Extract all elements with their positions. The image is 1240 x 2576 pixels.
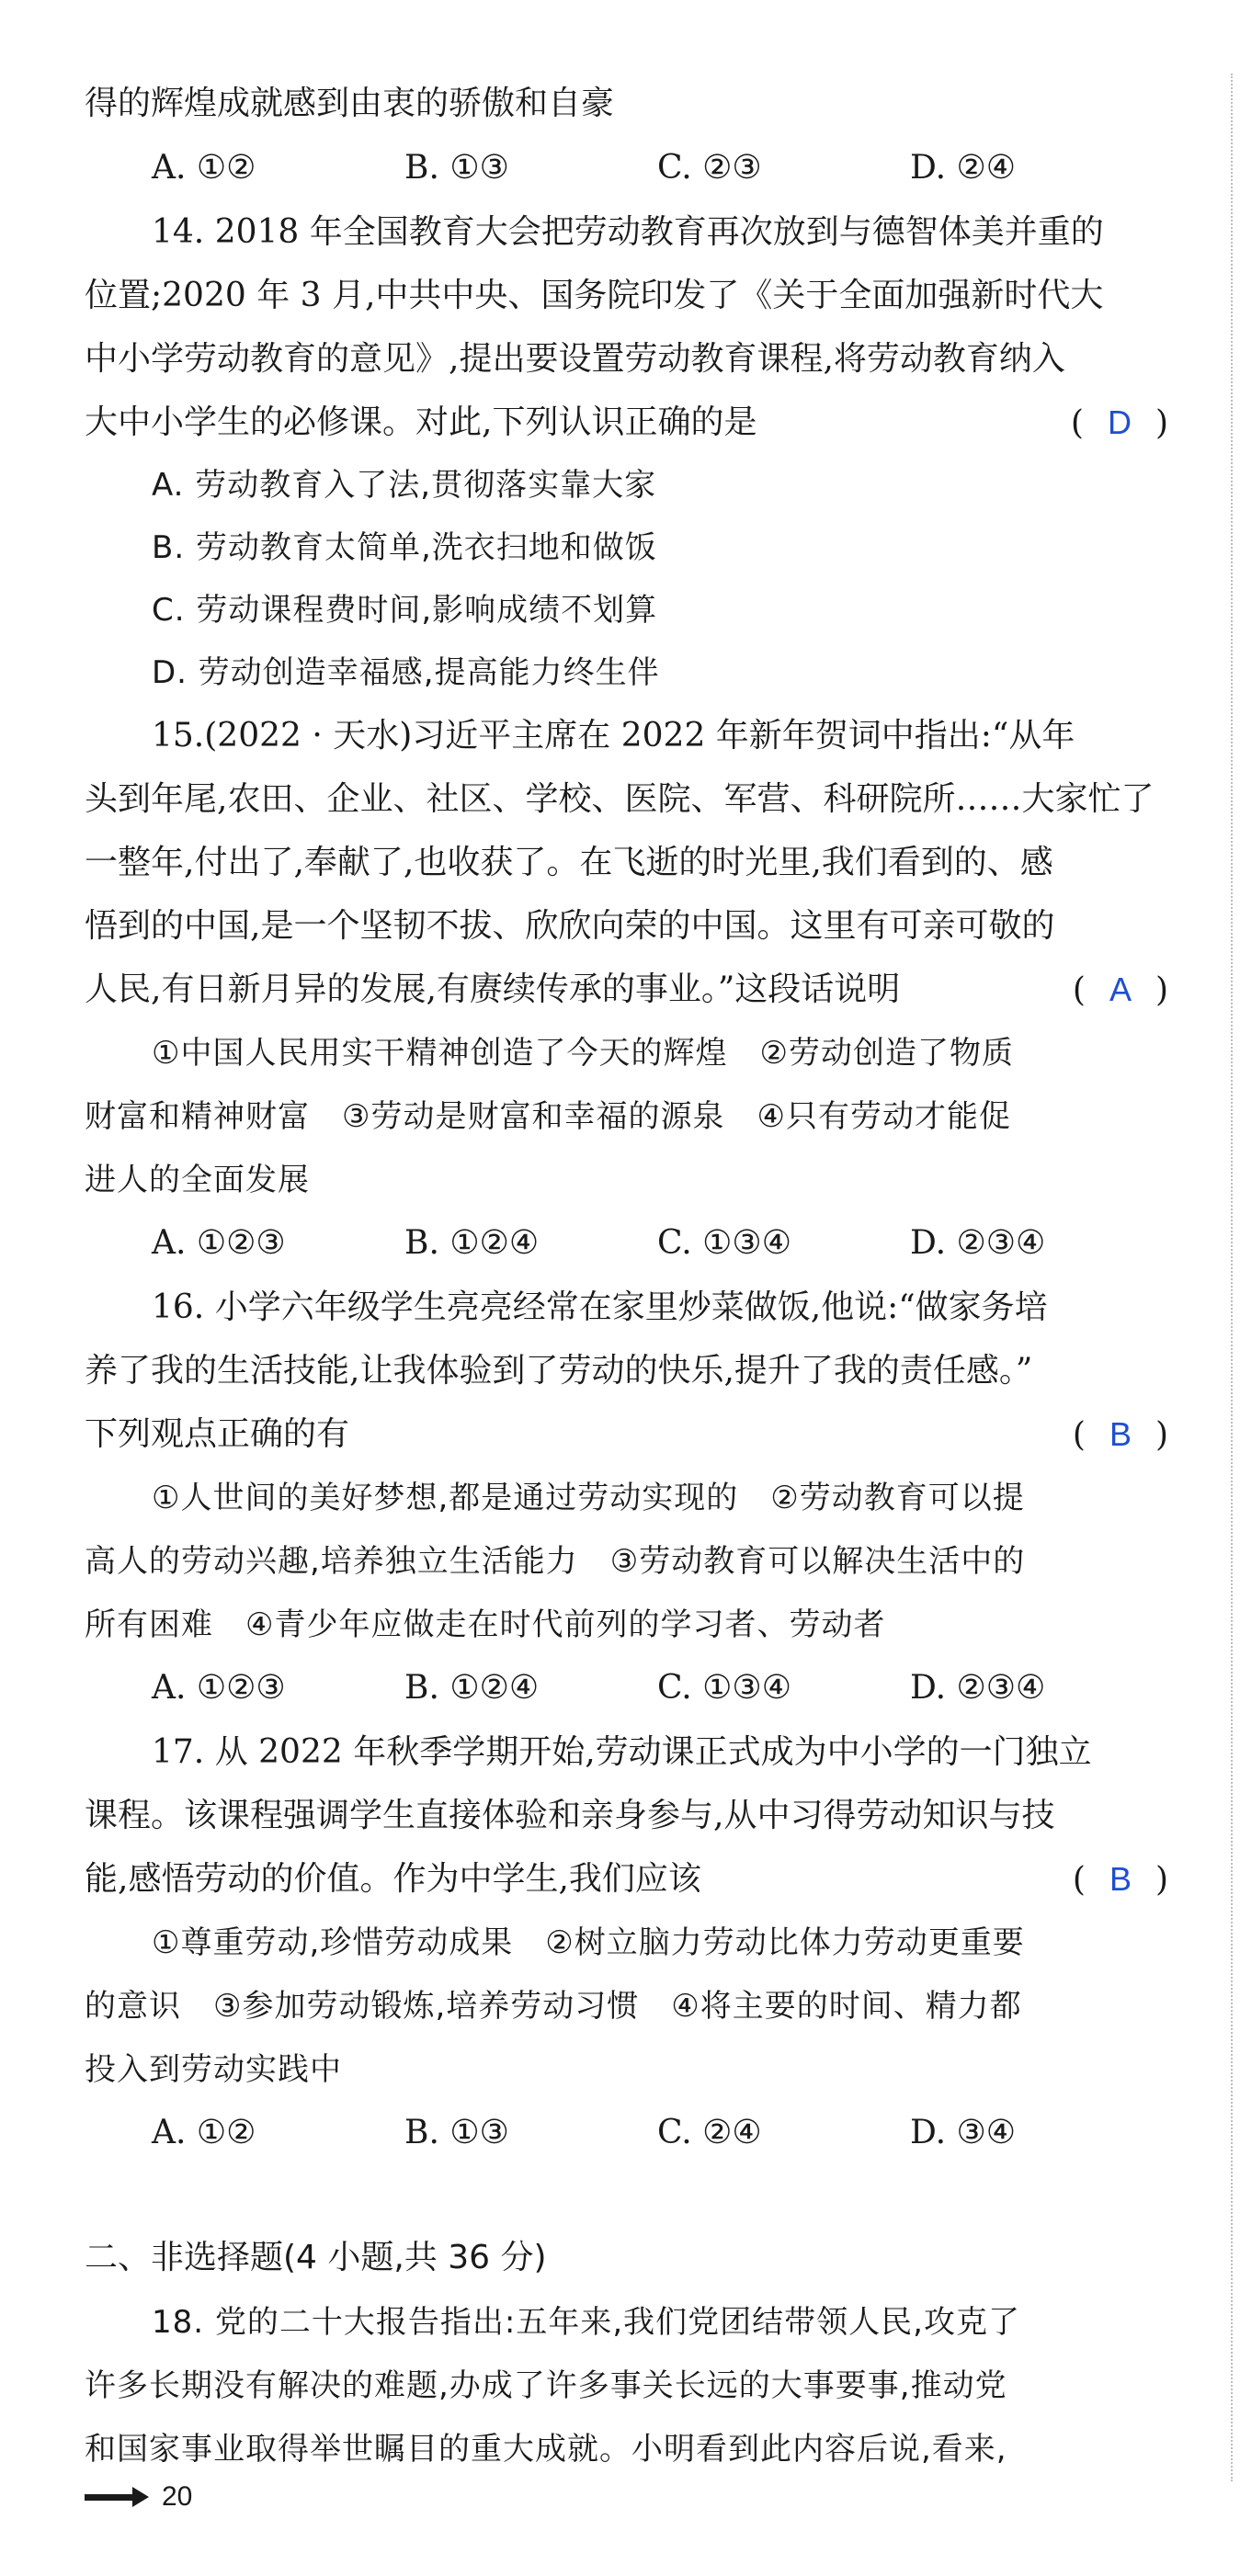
q15-option-d: D. ②③④: [910, 1224, 1046, 1262]
q17-statement-line-3: 投入到劳动实践中: [85, 2051, 342, 2088]
q18-line-3: 和国家事业取得举世瞩目的重大成就。小明看到此内容后说,看来,: [85, 2431, 1007, 2468]
q14-line-2: 位置;2020 年 3 月,中共中央、国务院印发了《关于全面加强新时代大: [85, 277, 1104, 314]
answer-close-bracket: ): [1155, 404, 1168, 442]
q16-option-d: D. ②③④: [910, 1669, 1046, 1707]
q15-option-a: A. ①②③: [152, 1224, 286, 1262]
q15-line-5: 人民,有日新月异的发展,有赓续传承的事业。”这段话说明: [85, 970, 901, 1008]
q14-answer-letter: D: [1107, 403, 1132, 441]
q15-answer-letter: A: [1109, 970, 1132, 1008]
q16-statement-line-2: 高人的劳动兴趣,培养独立生活能力 ③劳动教育可以解决生活中的: [85, 1543, 1026, 1580]
q17-answer-letter: B: [1109, 1860, 1132, 1898]
q15-statement-line-3: 进人的全面发展: [85, 1162, 310, 1198]
q18-line-2: 许多长期没有解决的难题,办成了许多事关长远的大事要事,推动党: [85, 2367, 1007, 2404]
q16-option-a: A. ①②③: [152, 1669, 286, 1707]
q17-option-a: A. ①②: [152, 2114, 256, 2151]
answer-open-bracket: (: [1072, 1861, 1086, 1899]
q16-statement-line-3: 所有困难 ④青少年应做走在时代前列的学习者、劳动者: [85, 1606, 886, 1643]
q17-line-1: 17. 从 2022 年秋季学期开始,劳动课正式成为中小学的一门独立: [152, 1733, 1092, 1771]
q16-option-b: B. ①②④: [404, 1669, 540, 1707]
q14-option-b: B. 劳动教育太简单,洗衣扫地和做饭: [152, 529, 657, 566]
q17-statement-line-1: ①尊重劳动,珍惜劳动成果 ②树立脑力劳动比体力劳动更重要: [152, 1924, 1025, 1961]
q15-line-4: 悟到的中国,是一个坚韧不拔、欣欣向荣的中国。这里有可亲可敬的: [85, 907, 1055, 945]
answer-open-bracket: (: [1072, 1416, 1086, 1454]
q17-option-c: C. ②④: [657, 2114, 762, 2151]
section-heading: 二、非选择题(4 小题,共 36 分): [85, 2239, 547, 2276]
page-edge-decoration: [1214, 74, 1233, 2481]
q17-option-b: B. ①③: [404, 2114, 509, 2151]
q13-options: [152, 145, 1163, 191]
q16-options: [152, 1665, 1163, 1711]
q15-line-1: 15.(2022 · 天水)习近平主席在 2022 年新年贺词中指出:“从年: [152, 717, 1075, 755]
page-number: 20: [162, 2481, 193, 2512]
q15-option-b: B. ①②④: [404, 1224, 540, 1262]
q13-option-d: D. ②④: [910, 149, 1017, 187]
q15-statement-line-1: ①中国人民用实干精神创造了今天的辉煌 ②劳动创造了物质: [152, 1035, 1014, 1072]
q17-line-3: 能,感悟劳动的价值。作为中学生,我们应该: [85, 1860, 701, 1898]
q15-option-c: C. ①③④: [657, 1224, 791, 1262]
q17-option-d: D. ③④: [910, 2114, 1017, 2151]
q15-statement-line-2: 财富和精神财富 ③劳动是财富和幸福的源泉 ④只有劳动才能促: [85, 1098, 1011, 1135]
q16-answer: [1073, 1412, 1168, 1458]
arrow-right-icon: [85, 2490, 149, 2504]
q13-text: 得的辉煌成就感到由衷的骄傲和自豪: [85, 85, 615, 122]
q15-options: [152, 1220, 1163, 1266]
q14-option-c: C. 劳动课程费时间,影响成绩不划算: [152, 592, 658, 629]
q13-option-a: A. ①②: [152, 149, 256, 187]
q14-line-1: 14. 2018 年全国教育大会把劳动教育再次放到与德智体美并重的: [152, 213, 1104, 251]
page-footer: [85, 2481, 192, 2513]
answer-close-bracket: ): [1155, 971, 1168, 1009]
q14-line-4: 大中小学生的必修课。对此,下列认识正确的是: [85, 403, 757, 441]
answer-open-bracket: (: [1070, 404, 1084, 442]
q15-line-3: 一整年,付出了,奉献了,也收获了。在飞逝的时光里,我们看到的、感: [85, 844, 1053, 881]
q18-line-1: 18. 党的二十大报告指出:五年来,我们党团结带领人民,攻克了: [152, 2304, 1020, 2341]
q16-line-3: 下列观点正确的有: [85, 1415, 350, 1453]
answer-close-bracket: ): [1155, 1861, 1168, 1899]
answer-close-bracket: ): [1155, 1416, 1168, 1454]
q16-line-1: 16. 小学六年级学生亮亮经常在家里炒菜做饭,他说:“做家务培: [152, 1288, 1048, 1326]
q14-answer: [1071, 400, 1168, 447]
q16-statement-line-1: ①人世间的美好梦想,都是通过劳动实现的 ②劳动教育可以提: [152, 1480, 1025, 1516]
q13-option-b: B. ①③: [404, 149, 509, 187]
q14-line-3: 中小学劳动教育的意见》,提出要设置劳动教育课程,将劳动教育纳入: [85, 340, 1065, 378]
q16-answer-letter: B: [1109, 1415, 1132, 1453]
q15-line-2: 头到年尾,农田、企业、社区、学校、医院、军营、科研院所……大家忙了: [85, 780, 1155, 818]
q15-answer: [1073, 967, 1168, 1014]
q14-option-d: D. 劳动创造幸福感,提高能力终生伴: [152, 654, 660, 691]
q13-option-c: C. ②③: [657, 149, 762, 187]
q17-answer: [1073, 1856, 1168, 1903]
q16-option-c: C. ①③④: [657, 1669, 791, 1707]
q17-options: [152, 2110, 1163, 2156]
q14-option-a: A. 劳动教育入了法,贯彻落实靠大家: [152, 467, 657, 504]
q16-line-2: 养了我的生活技能,让我体验到了劳动的快乐,提升了我的责任感。”: [85, 1352, 1033, 1390]
q17-statement-line-2: 的意识 ③参加劳动锻炼,培养劳动习惯 ④将主要的时间、精力都: [85, 1988, 1022, 2025]
answer-open-bracket: (: [1072, 971, 1086, 1009]
q17-line-2: 课程。该课程强调学生直接体验和亲身参与,从中习得劳动知识与技: [85, 1797, 1055, 1834]
